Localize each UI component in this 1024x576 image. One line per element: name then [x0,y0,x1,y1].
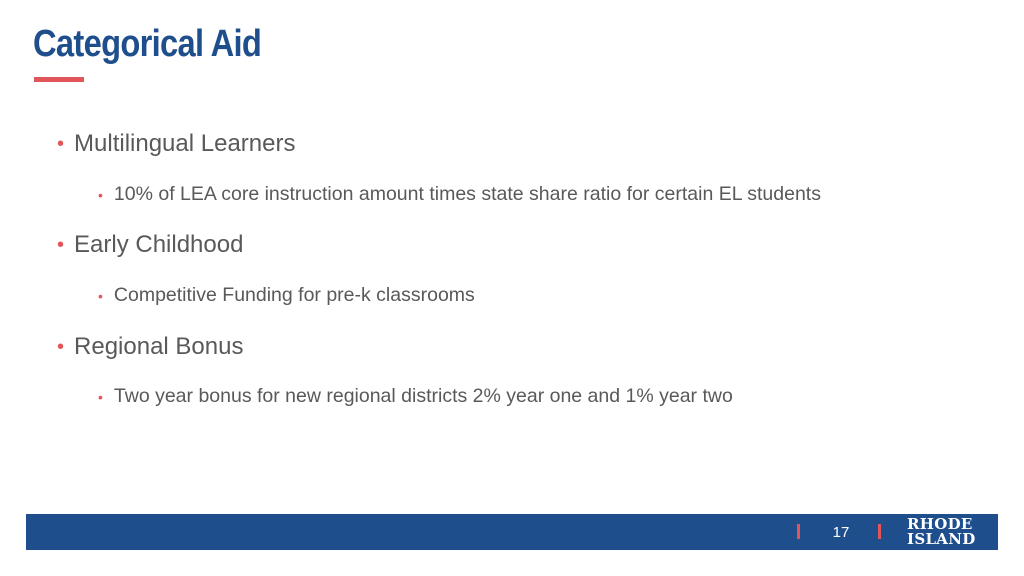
bullet-icon: • [98,186,103,203]
bullet-icon: • [57,132,65,155]
sub-bullet-item [98,284,475,307]
bullet-icon: • [98,388,103,405]
footer-separator [797,524,800,539]
bullet-item-regional-bonus [57,333,243,361]
sub-bullet-label: Two year bonus for new regional districts 2% year one and 1% year two [113,385,733,407]
bullet-label: Multilingual Learners [74,130,296,157]
logo-line-1: RHODE [907,515,973,533]
bullet-item-multilingual-learners [57,130,295,158]
sub-bullet-item [98,183,821,206]
rhode-island-logo [907,517,976,547]
logo-line-2: ISLAND [907,530,976,548]
sub-bullet-item [98,385,733,408]
sub-bullet-label: 10% of LEA core instruction amount times state share ratio for certain EL students [113,183,821,205]
sub-bullet-label: Competitive Funding for pre-k classrooms [113,284,475,306]
bullet-icon: • [57,233,65,256]
bullet-icon: • [57,335,65,358]
page-number: 17 [832,524,850,541]
bullet-label: Early Childhood [74,231,244,258]
bullet-icon: • [98,287,103,304]
slide-title: Categorical Aid [33,23,262,65]
bullet-label: Regional Bonus [74,333,244,360]
title-underline [34,77,84,82]
bullet-item-early-childhood [57,231,243,259]
footer-separator [878,524,881,539]
